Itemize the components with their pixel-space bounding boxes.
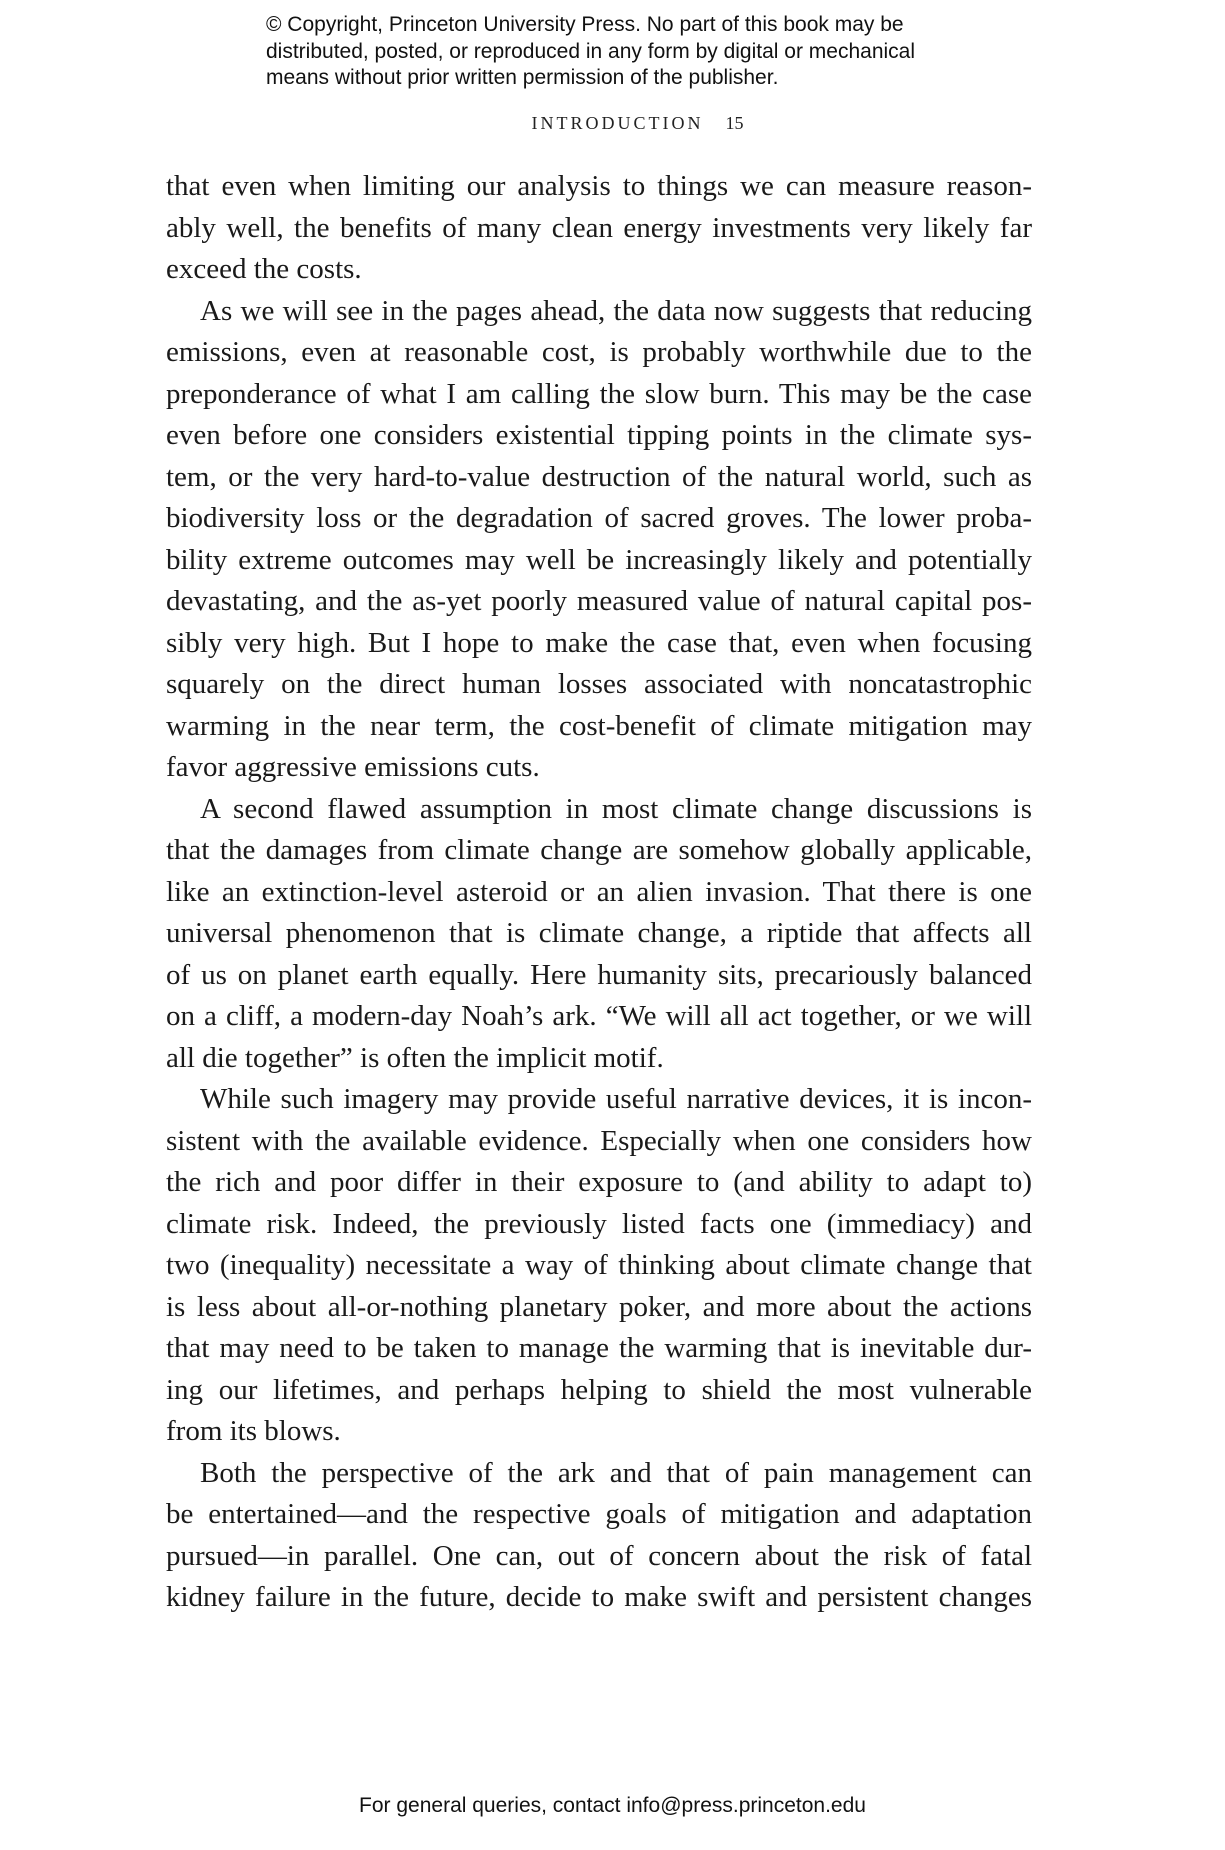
text-line: Both the perspective of the ark and that of pain management can — [200, 1456, 1032, 1489]
footer-contact[interactable]: For general queries, contact info@press.princeton.edu — [359, 1794, 866, 1817]
text-line: sistent with the available evidence. Especially when one considers how — [166, 1124, 1032, 1157]
text-line: kidney failure in the future, decide to make swift and persistent changes — [166, 1581, 1032, 1613]
text-line: all die together” is often the implicit motif. — [166, 1041, 664, 1074]
text-line: that even when limiting our analysis to things we can measure reason- — [166, 170, 1032, 202]
text-line: bility extreme outcomes may well be increasingly likely and potentially — [166, 543, 1032, 576]
text-line: like an extinction-level asteroid or an alien invasion. That there is one — [166, 875, 1032, 908]
text-line: on a cliff, a modern-day Noah’s ark. “We will all act together, or we will — [166, 1000, 1032, 1032]
paragraph — [166, 1453, 1032, 1619]
text-line: As we will see in the pages ahead, the data now suggests that reducing — [200, 294, 1032, 327]
copyright-line: means without prior written permission of the publisher. — [266, 66, 779, 89]
text-line: squarely on the direct human losses associated with noncatastrophic — [166, 668, 1032, 700]
text-line: preponderance of what I am calling the slow burn. This may be the case — [166, 377, 1032, 410]
text-line: ing our lifetimes, and perhaps helping to shield the most vulnerable — [166, 1373, 1032, 1406]
running-head — [0, 113, 1225, 134]
page-number: 15 — [725, 113, 744, 133]
text-line: of us on planet earth equally. Here humanity sits, precariously balanced — [166, 958, 1032, 991]
paragraph — [166, 166, 1032, 291]
text-line: pursued—in parallel. One can, out of concern about the risk of fatal — [166, 1539, 1032, 1572]
copyright-line: © Copyright, Princeton University Press. No part of this book may be — [266, 13, 904, 36]
text-line: devastating, and the as-yet poorly measured value of natural capital pos- — [166, 585, 1032, 617]
text-line: the rich and poor differ in their exposure to (and ability to adapt to) — [166, 1166, 1032, 1198]
paragraph — [166, 1079, 1032, 1453]
text-line: warming in the near term, the cost-benefit of climate mitigation may — [166, 709, 1032, 742]
text-line: While such imagery may provide useful narrative devices, it is incon- — [200, 1083, 1032, 1115]
text-line: emissions, even at reasonable cost, is probably worthwhile due to the — [166, 336, 1032, 368]
text-line: universal phenomenon that is climate change, a riptide that affects all — [166, 917, 1032, 949]
copyright-line: distributed, posted, or reproduced in any form by digital or mechanical — [266, 39, 916, 63]
paragraph — [166, 789, 1032, 1080]
copyright-notice — [266, 12, 1026, 92]
text-line: from its blows. — [166, 1415, 341, 1447]
text-line: favor aggressive emissions cuts. — [166, 751, 540, 783]
text-line: two (inequality) necessitate a way of thinking about climate change that — [166, 1249, 1032, 1281]
text-line: climate risk. Indeed, the previously listed facts one (immediacy) and — [166, 1207, 1032, 1240]
text-line: be entertained—and the respective goals of mitigation and adaptation — [166, 1498, 1032, 1530]
text-line: ably well, the benefits of many clean energy investments very likely far — [166, 211, 1032, 244]
text-line: that the damages from climate change are somehow globally applicable, — [166, 834, 1032, 866]
footer — [0, 1794, 1225, 1818]
text-line: even before one considers existential tipping points in the climate sys- — [166, 419, 1032, 451]
text-line: biodiversity loss or the degradation of sacred groves. The lower proba- — [166, 502, 1032, 534]
body-text — [166, 166, 1032, 1619]
text-line: sibly very high. But I hope to make the case that, even when focusing — [166, 626, 1032, 659]
paragraph — [166, 291, 1032, 789]
text-line: tem, or the very hard-to-value destruction of the natural world, such as — [166, 460, 1032, 493]
text-line: A second flawed assumption in most climate change discussions is — [200, 792, 1032, 825]
text-line: is less about all-or-nothing planetary poker, and more about the actions — [166, 1290, 1032, 1323]
running-head-section: INTRODUCTION — [531, 113, 704, 133]
text-line: that may need to be taken to manage the warming that is inevitable dur- — [166, 1332, 1032, 1364]
text-line: exceed the costs. — [166, 253, 362, 285]
